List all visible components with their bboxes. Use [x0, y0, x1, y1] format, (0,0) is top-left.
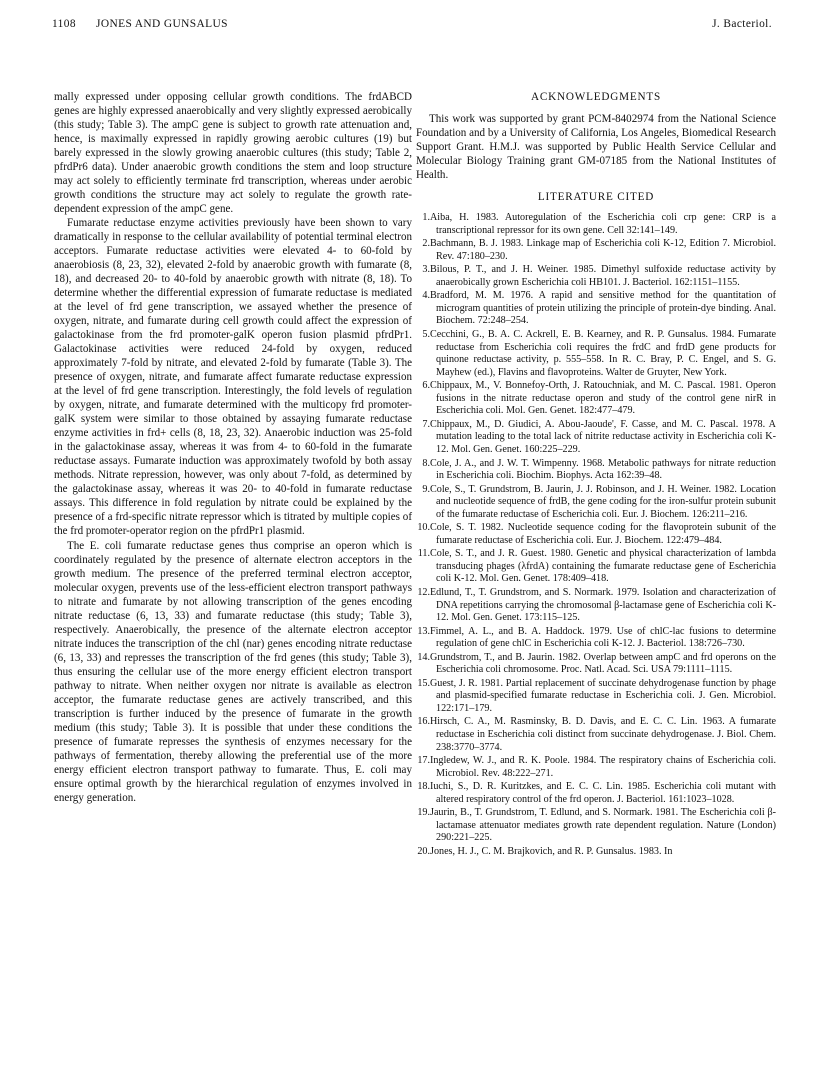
reference-item	[416, 329, 776, 379]
reference-text: Cole, J. A., and J. W. T. Wimpenny. 1968. Metabolic pathways for nitrate reduction in Escherichia coli. Biochim. Biophys. Acta 162:39–48.	[430, 457, 776, 482]
reference-text: Bradford, M. M. 1976. A rapid and sensitive method for the quantitation of microgram quantities of protein utilizing the principle of protein-dye binding. Anal. Biochem. 72:248–254.	[430, 290, 776, 327]
reference-number: 18.	[417, 781, 430, 793]
reference-item	[416, 678, 776, 716]
reference-number: 15.	[417, 677, 430, 689]
reference-text: Iuchi, S., D. R. Kuritzkes, and E. C. C. Lin. 1985. Escherichia coli mutant with altered respiratory control of the frd operon. J. Bacteriol. 161:1023–1028.	[430, 781, 776, 805]
reference-item	[416, 807, 776, 845]
right-column	[416, 90, 776, 859]
reference-item	[416, 626, 776, 651]
journal-name: J. Bacteriol.	[712, 18, 772, 30]
reference-text: Fimmel, A. L., and B. A. Haddock. 1979. Use of chlC-lac fusions to determine regulation of gene chlC in Escherichia coli K-12. J. Bacteriol. 138:726–730.	[430, 625, 776, 650]
reference-number: 13.	[417, 625, 430, 637]
body-paragraph: mally expressed under opposing cellular growth conditions. The frdABCD genes are highly expressed anaerobically and very slightly expressed aerobically (this study; Table 3). The ampC gene is subject to growth rate attenuation and, hence, is maximally expressed in rapidly growing aerobic cultures (19) but barely expressed in the slowly growing anaerobic cultures (this study; Table 2, pfrdPr6 data). Under anaerobic growth conditions the stem and loop structure may act solely to efficiently terminate frd transcription, whereas under aerobic growth conditions the structure may act solely to regulate the growth rate-dependent expression of the ampC gene.	[54, 91, 412, 216]
reference-number: 9.	[422, 483, 430, 495]
reference-text: Cole, S. T., and J. R. Guest. 1980. Genetic and physical characterization of lambda transducing phages (λfrdA) containing the fumarate reductase gene of Escherichia coli K-12. Mol. Gen. Genet. 178:409–418.	[430, 548, 776, 585]
reference-list	[416, 212, 776, 858]
reference-number: 10.	[417, 522, 430, 534]
reference-number: 11.	[417, 548, 430, 560]
reference-text: Cecchini, G., B. A. C. Ackrell, E. B. Kearney, and R. P. Gunsalus. 1984. Fumarate reductase from Escherichia coli requires the frdC and frdD gene products for quinone reductase activity, p. 555–558. In R. C. Bray, P. C. Engel, and S. G. Mayhew (ed.), Flavins and flavoproteins. Walter de Gruyter, New York.	[430, 329, 776, 378]
reference-item	[416, 755, 776, 780]
reference-number: 19.	[417, 807, 430, 819]
reference-item	[416, 264, 776, 289]
reference-text: Chippaux, M., D. Giudici, A. Abou-Jaoude', F. Casse, and M. C. Pascal. 1978. A mutation leading to the total lack of nitrite reductase activity in Escherichia coli K-12. Mol. Gen. Genet. 160:225–229.	[430, 418, 776, 455]
reference-item	[416, 484, 776, 522]
running-header	[52, 18, 772, 34]
literature-cited-heading: LITERATURE CITED	[537, 191, 655, 204]
reference-item	[416, 380, 776, 418]
reference-number: 7.	[422, 418, 430, 430]
reference-number: 4.	[422, 290, 430, 302]
reference-text: Cole, S. T. 1982. Nucleotide sequence coding for the flavoprotein subunit of the fumarate reductase of Escherichia coli. Eur. J. Biochem. 122:479–484.	[430, 522, 776, 546]
reference-item	[416, 419, 776, 457]
reference-number: 1.	[422, 212, 430, 224]
reference-text: Bilous, P. T., and J. H. Weiner. 1985. Dimethyl sulfoxide reductase activity by anaerobically grown Escherichia coli HB101. J. Bacteriol. 162:1151–1155.	[430, 264, 776, 288]
reference-number: 20.	[417, 845, 430, 857]
page-number: 1108	[52, 18, 76, 30]
reference-text: Jones, H. J., C. M. Brajkovich, and R. P. Gunsalus. 1983. In	[430, 845, 673, 857]
acknowledgments-heading: ACKNOWLEDGMENTS	[530, 91, 662, 103]
reference-item	[416, 522, 776, 547]
reference-text: Aiba, H. 1983. Autoregulation of the Escherichia coli crp gene: CRP is a transcriptional repressor for its own gene. Cell 32:141–149.	[430, 212, 776, 236]
reference-number: 6.	[422, 380, 430, 392]
reference-item	[416, 652, 776, 677]
reference-text: Cole, S., T. Grundstrom, B. Jaurin, J. J. Robinson, and J. H. Weiner. 1982. Location and nucleotide sequence of frdB, the gene coding for the iron-sulfur protein subunit of the fumarate reductase of Escherichia coli. Eur. J. Biochem. 126:211–216.	[430, 483, 776, 520]
reference-item	[416, 458, 776, 483]
reference-text: Hirsch, C. A., M. Rasminsky, B. D. Davis, and E. C. C. Lin. 1963. A fumarate reductase in Escherichia coli distinct from succinate dehydrogenase. J. Biol. Chem. 238:3770–3774.	[430, 716, 776, 753]
reference-text: Ingledew, W. J., and R. K. Poole. 1984. The respiratory chains of Escherichia coli. Microbiol. Rev. 48:222–271.	[430, 755, 776, 779]
reference-text: Grundstrom, T., and B. Jaurin. 1982. Overlap between ampC and frd operons on the Escherichia coli chromosome. Proc. Natl. Acad. Sci. USA 79:1111–1115.	[430, 651, 776, 676]
reference-number: 17.	[417, 755, 430, 767]
reference-number: 12.	[417, 586, 430, 598]
reference-number: 3.	[422, 264, 430, 276]
reference-item	[416, 846, 776, 859]
acknowledgments-text: This work was supported by grant PCM-8402974 from the National Science Foundation and by a University of California, Los Angeles, Biomedical Research Support Grant. H.M.J. was supported by Public Health Service Cellular and Molecular Biology Training grant GM-07185 from the National Institutes of Health.	[416, 113, 776, 182]
reference-number: 5.	[422, 329, 430, 341]
reference-number: 16.	[417, 716, 430, 728]
reference-number: 2.	[422, 238, 430, 250]
body-paragraph: Fumarate reductase enzyme activities previously have been shown to vary dramatically in response to the cellular availability of potential terminal electron acceptors. Fumarate reductase activities were elevated 4- to 60-fold by anaerobiosis (8, 23, 32), elevated 2-fold by anaerobic growth with fumarate (8, 18), and decreased 20- to 40-fold by anaerobic growth with nitrate (8, 18). To determine whether the differential expression of fumarate reductase is mediated at the level of frd gene transcription, we assayed whether the presence of oxygen, nitrate, and fumarate during cell growth could affect the expression of galactokinase from the frd promoter-galK operon fusion plasmid pfrdPr1. Galactokinase activities were reduced 24-fold by oxygen, reduced approximately 7-fold by nitrate, and elevated 2-fold by fumarate (Table 3). The presence of oxygen, nitrate, and fumarate affect fumarate reductase expression at the level of frd gene transcription. Interestingly, the fold levels of regulation by oxygen, nitrate, and fumarate determined with the multicopy frd promoter-galK system were similar to those obtained by assaying fumarate reductase enzyme activities in frd+ cells (8, 18, 23, 32). Anaerobic induction was 25-fold in the galactokinase assay, whereas it was from 4- to 60-fold in the fumarate reductase assays. Fumarate induction was approximately twofold by both assay methods. Nitrate repression, however, was only about 7-fold, as determined by the galactokinase assay, whereas it was 20- to 40-fold in fumarate reductase assays. This difference in fold regulation by nitrate could be explained by the presence of a frd-specific nitrate repressor which is titrated by multiple copies of the frd promoter-operator region on the pfrdPr1 plasmid.	[54, 217, 412, 538]
reference-item	[416, 716, 776, 754]
reference-text: Chippaux, M., V. Bonnefoy-Orth, J. Ratouchniak, and M. C. Pascal. 1981. Operon fusions in the nitrate reductase operon and study of the control gene nirR in Escherichia coli. Mol. Gen. Genet. 182:477–479.	[430, 380, 776, 417]
reference-item	[416, 212, 776, 237]
body-paragraph: The E. coli fumarate reductase genes thus comprise an operon which is coordinately regulated by the presence of alternate electron acceptors in the growth medium. The presence of the preferred terminal electron acceptor, molecular oxygen, prevents use of the less-efficient electron transport pathways to nitrate and fumarate by not allowing transcription of the genes encoding nitrate reductase (6, 13, 33) and fumarate reductase (this study; Table 3), respectively. Anaerobically, the presence of the alternate electron acceptor nitrate induces the transcription of the chl (nar) genes encoding nitrate reductase (6, 13, 33) and represses the transcription of the frd genes (this study; Table 3), thus ensuring the cellular use of the more energy efficient electron transport pathway to nitrate. When neither oxygen nor nitrate is available as electron acceptor, the fumarate reductase genes are actively transcribed, and this transcription is further induced by the presence of fumarate in the growth medium (this study; Table 3). It is possible that under these conditions the presence of fumarate represses the synthesis of enzymes necessary for the pathways of fermentation, thereby allowing the preferential use of the more energy efficient electron transport pathway to fumarate. Thus, E. coli may ensure optimal growth by the hierarchical regulation of enzymes involved in energy generation.	[54, 539, 412, 804]
reference-number: 8.	[422, 457, 430, 469]
reference-text: Jaurin, B., T. Grundstrom, T. Edlund, and S. Normark. 1981. The Escherichia coli β-lactamase attenuator mediates growth rate dependent regulation. Nature (London) 290:221–225.	[430, 807, 776, 844]
reference-text: Edlund, T., T. Grundstrom, and S. Normark. 1979. Isolation and characterization of DNA repetitions carrying the chromosomal β-lactamase gene of Escherichia coli K-12. Mol. Gen. Genet. 173:115–125.	[430, 586, 776, 624]
reference-item	[416, 290, 776, 328]
reference-item	[416, 587, 776, 625]
reference-item	[416, 238, 776, 263]
left-column	[54, 90, 412, 805]
reference-item	[416, 548, 776, 586]
reference-text: Guest, J. R. 1981. Partial replacement of succinate dehydrogenase function by phage and plasmid-specified fumarate reductase in Escherichia coli. J. Gen. Microbiol. 122:171–179.	[430, 677, 776, 714]
reference-text: Bachmann, B. J. 1983. Linkage map of Escherichia coli K-12, Edition 7. Microbiol. Rev. 47:180–230.	[430, 238, 776, 262]
reference-item	[416, 781, 776, 806]
running-authors: JONES AND GUNSALUS	[96, 18, 228, 30]
reference-number: 14.	[417, 651, 430, 663]
